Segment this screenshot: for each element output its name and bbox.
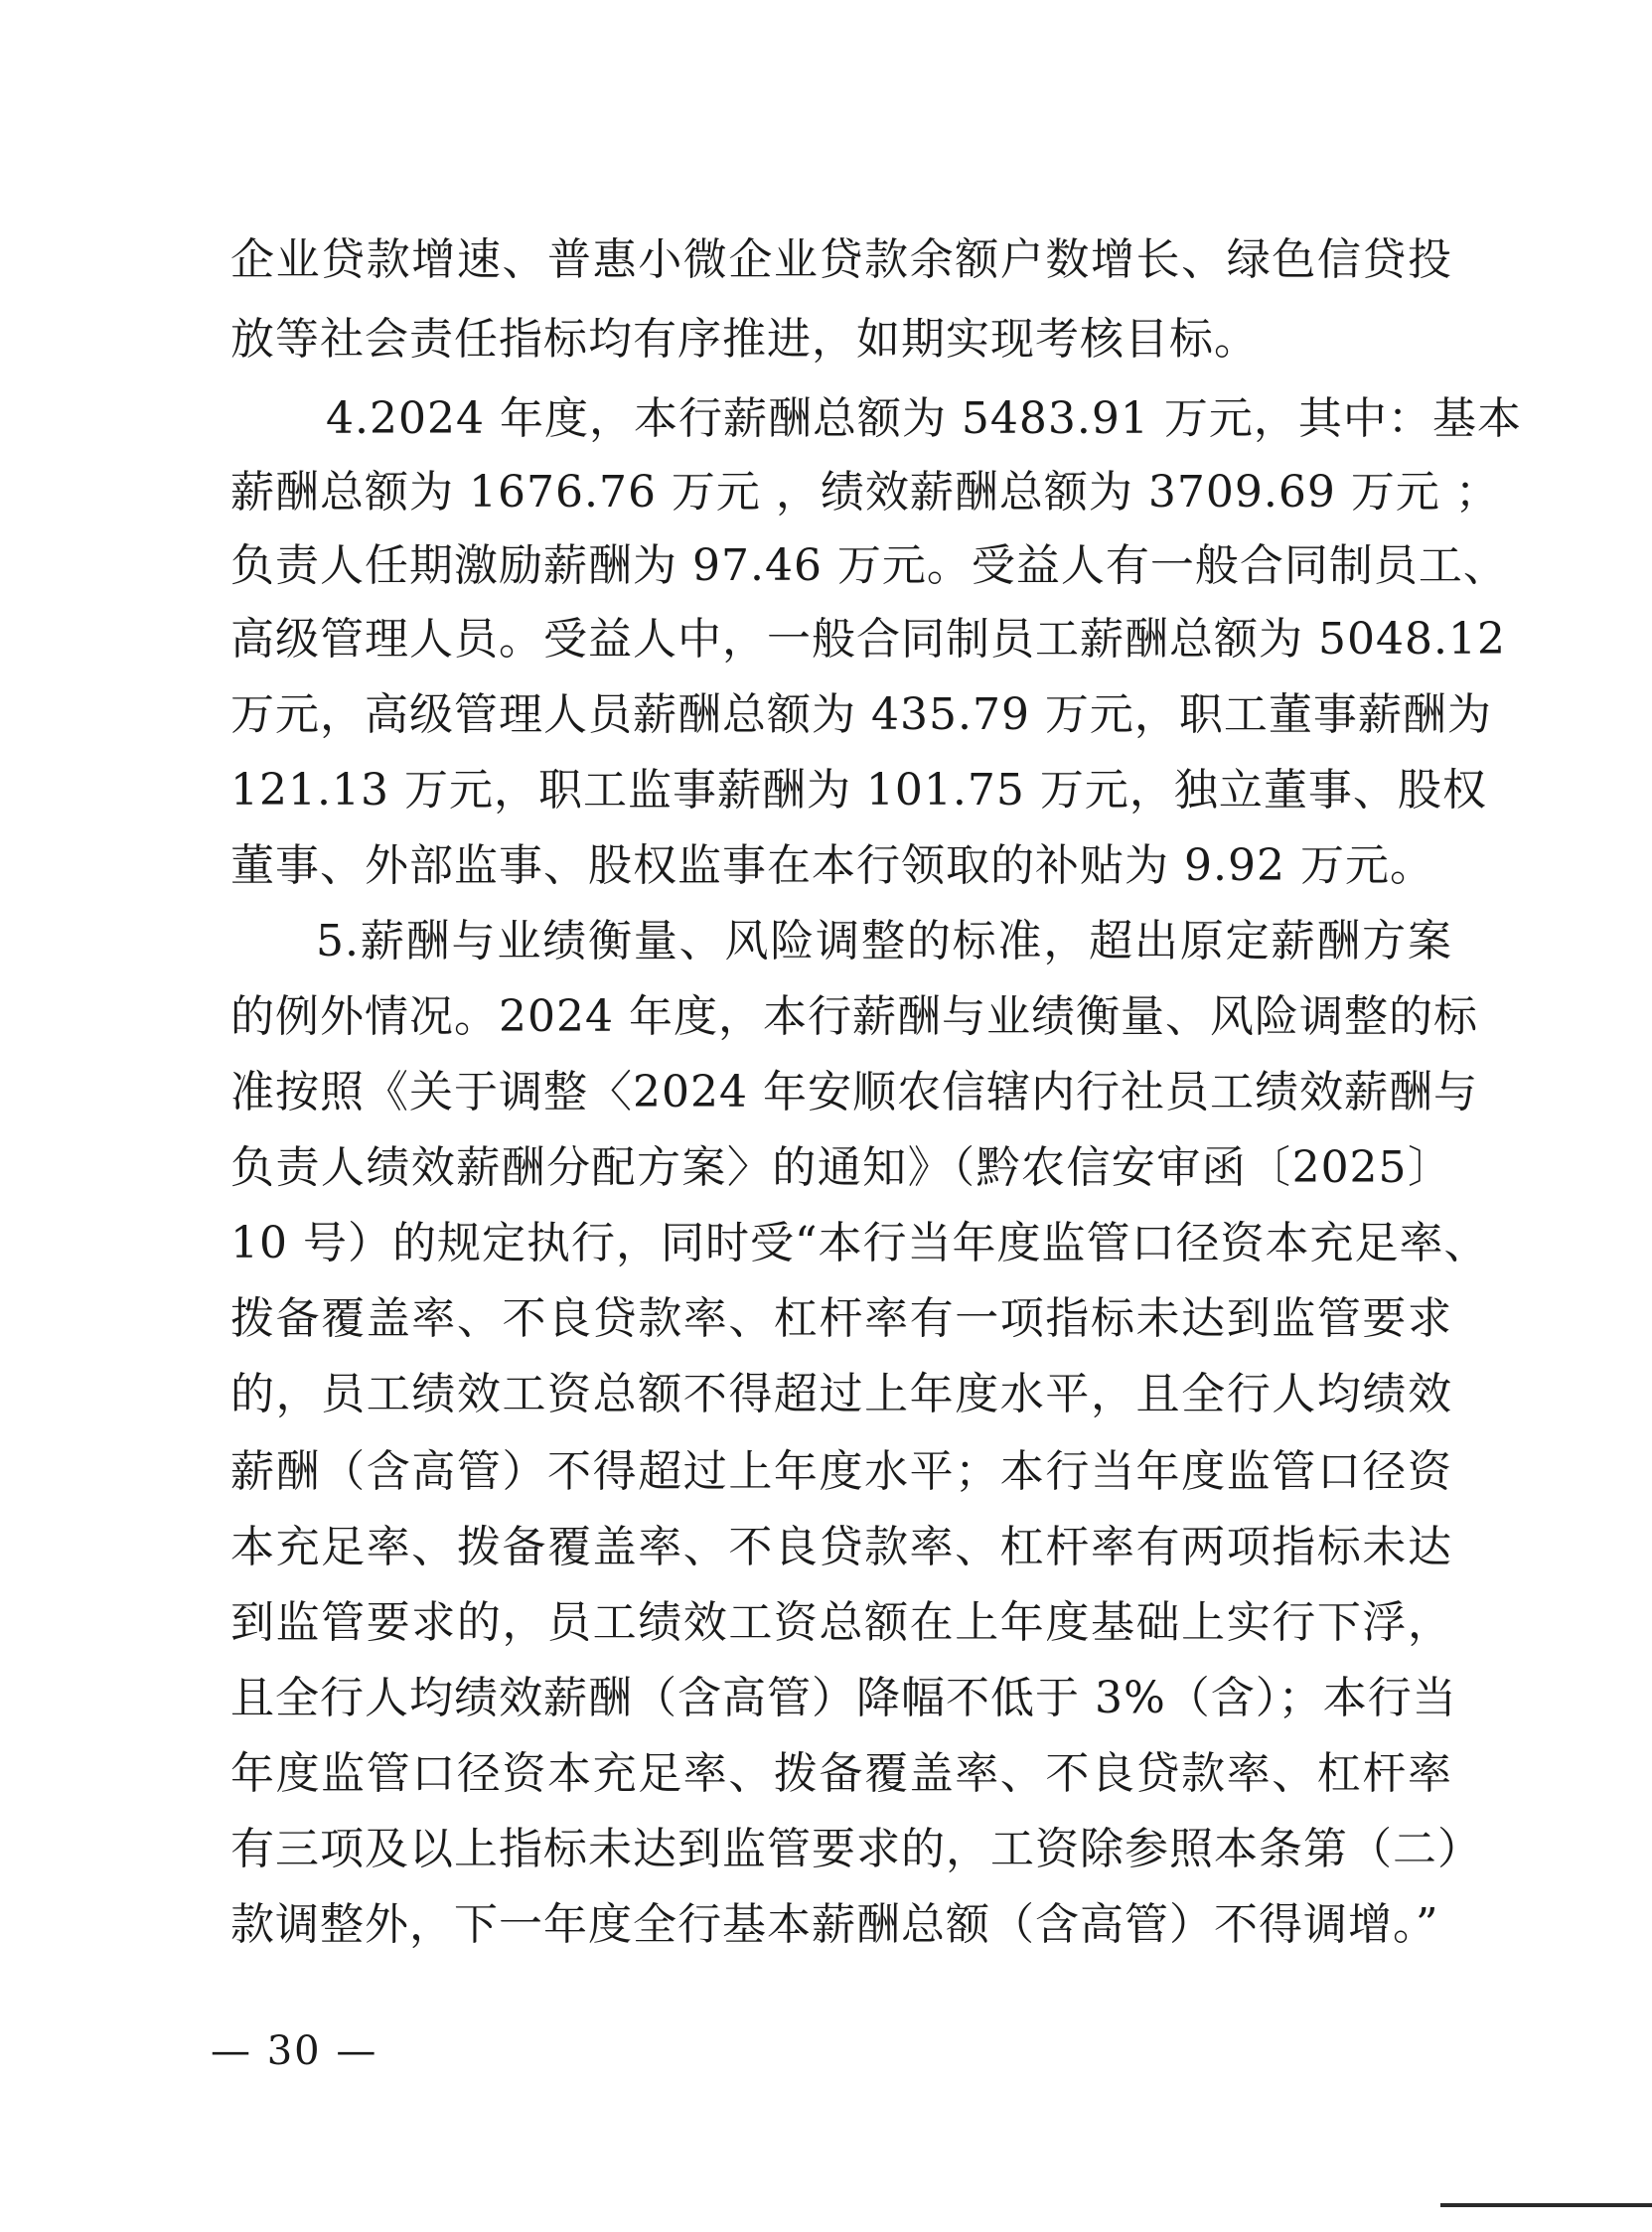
text-line-20: 且全行人均绩效薪酬（含高管）降幅不低于 3%（含）；本行当 (230, 1673, 1457, 1723)
text-line-18: 本充足率、拨备覆盖率、不良贷款率、杠杆率有两项指标未达 (230, 1522, 1452, 1572)
text-line-5: 负责人任期激励薪酬为 97.46 万元。受益人有一般合同制员工、 (230, 540, 1508, 591)
text-line-9: 董事、外部监事、股权监事在本行领取的补贴为 9.92 万元。 (230, 840, 1434, 891)
text-line-7: 万元，高级管理人员薪酬总额为 435.79 万元，职工董事薪酬为 (230, 689, 1492, 740)
text-line-16: 的，员工绩效工资总额不得超过上年度水平，且全行人均绩效 (230, 1369, 1452, 1419)
text-line-12: 准按照《关于调整〈2024 年安顺农信辖内行社员工绩效薪酬与 (230, 1067, 1478, 1117)
text-line-15: 拨备覆盖率、不良贷款率、杠杆率有一项指标未达到监管要求 (230, 1293, 1452, 1344)
text-line-1: 企业贷款增速、普惠小微企业贷款余额户数增长、绿色信贷投 (230, 234, 1452, 285)
scan-edge-line (1440, 2203, 1652, 2207)
text-line-23: 款调整外，下一年度全行基本薪酬总额（含高管）不得调增。” (230, 1899, 1439, 1950)
text-line-11: 的例外情况。2024 年度，本行薪酬与业绩衡量、风险调整的标 (230, 991, 1478, 1042)
text-line-14: 10 号）的规定执行，同时受“本行当年度监管口径资本充足率、 (230, 1218, 1489, 1268)
text-line-3: 4.2024 年度，本行薪酬总额为 5483.91 万元，其中：基本 (326, 393, 1522, 444)
text-line-21: 年度监管口径资本充足率、拨备覆盖率、不良贷款率、杠杆率 (230, 1748, 1452, 1799)
text-line-10: 5.薪酬与业绩衡量、风险调整的标准，超出原定薪酬方案 (316, 916, 1452, 967)
text-line-17: 薪酬（含高管）不得超过上年度水平；本行当年度监管口径资 (230, 1446, 1452, 1497)
text-line-8: 121.13 万元，职工监事薪酬为 101.75 万元，独立董事、股权 (230, 765, 1487, 816)
page-number: — 30 — (211, 2028, 378, 2074)
text-line-22: 有三项及以上指标未达到监管要求的，工资除参照本条第（二） (230, 1824, 1482, 1874)
text-line-13: 负责人绩效薪酬分配方案〉的通知》（黔农信安审函〔2025〕 (230, 1142, 1452, 1193)
text-line-6: 高级管理人员。受益人中，一般合同制员工薪酬总额为 5048.12 (230, 614, 1506, 665)
text-line-4: 薪酬总额为 1676.76 万元 ，绩效薪酬总额为 3709.69 万元 ； (230, 467, 1500, 518)
text-line-2: 放等社会责任指标均有序推进，如期实现考核目标。 (230, 314, 1259, 365)
text-line-19: 到监管要求的，员工绩效工资总额在上年度基础上实行下浮， (230, 1597, 1452, 1648)
